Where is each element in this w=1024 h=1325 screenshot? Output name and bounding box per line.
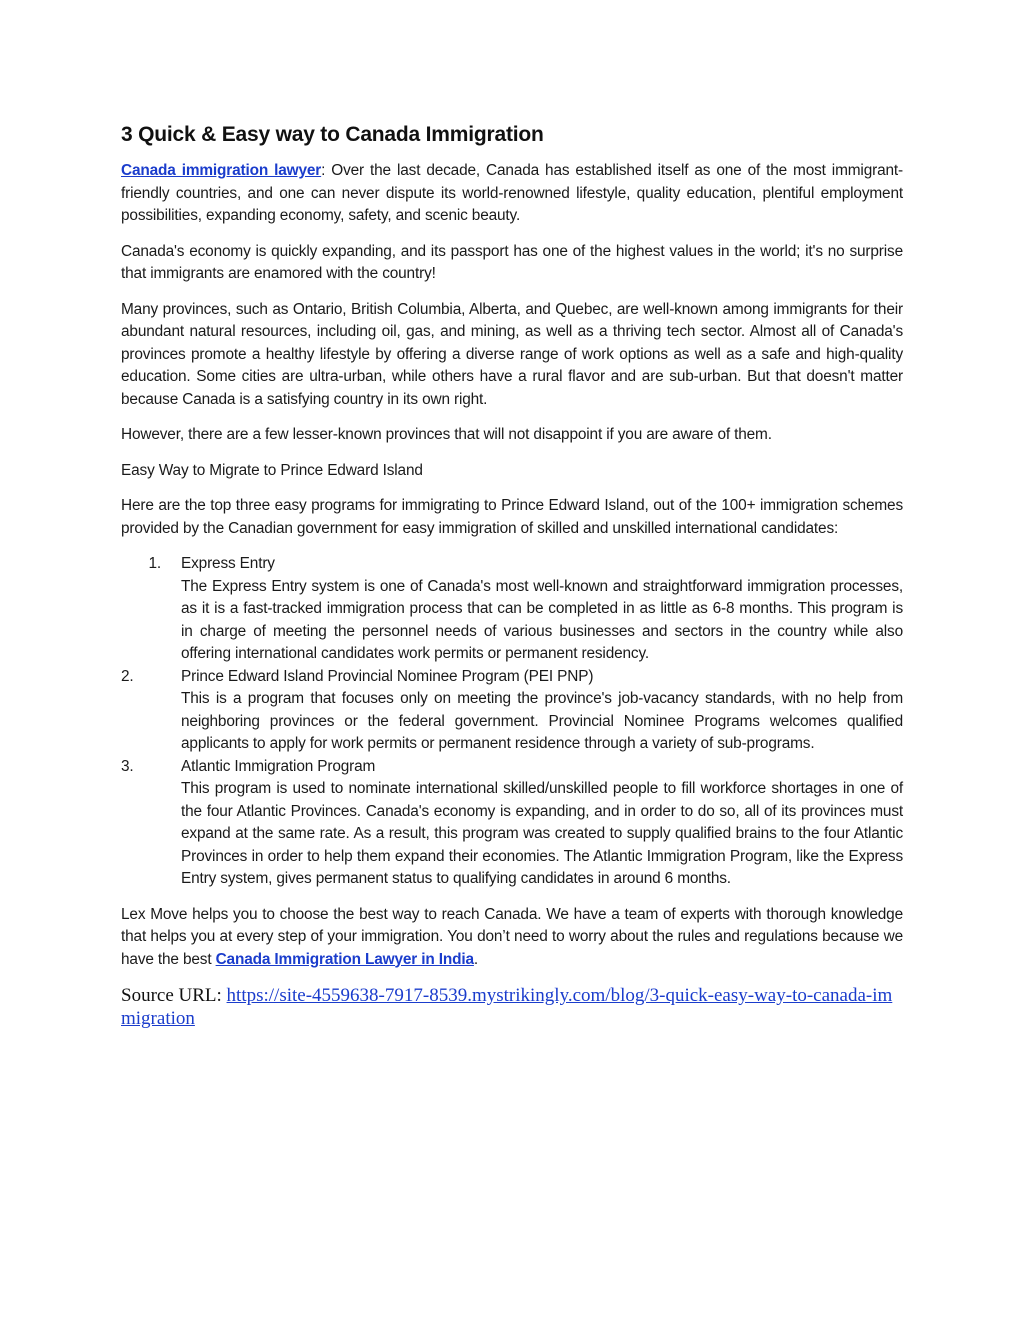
list-item-number: 2. xyxy=(121,667,134,685)
list-item-description: The Express Entry system is one of Canada's most well-known and straightforward immigration processes, as it is a fast-tracked immigration process that can be completed in as little as 6-8 months. This program is in charge of meeting the personnel needs of various businesses and sectors in the country while also offering international candidates work permits or permanent residency. xyxy=(181,577,903,662)
programs-list xyxy=(121,553,903,891)
list-item-name: Prince Edward Island Provincial Nominee Program (PEI PNP) xyxy=(181,667,594,685)
list-item xyxy=(121,553,903,666)
list-item-description: This is a program that focuses only on meeting the province's job-vacancy standards, with no help from neighboring provinces or the federal government. Provincial Nominee Programs welcomes qualified applicants to apply for work permits or permanent residence through a variety of sub-programs. xyxy=(181,690,903,752)
closing-text: Lex Move helps you to choose the best way to reach Canada. We have a team of experts with thorough knowledge that helps you at every step of your immigration. You don’t need to worry about the rules and regulations because we have the best xyxy=(121,905,903,968)
intro-paragraph xyxy=(121,160,903,228)
source-url-line xyxy=(121,984,903,1030)
source-label: Source URL: xyxy=(121,985,227,1006)
list-item xyxy=(121,666,903,756)
list-item xyxy=(121,756,903,891)
list-item-number: 1. xyxy=(148,555,161,572)
closing-period: . xyxy=(473,950,479,968)
source-url-link[interactable]: https://site-4559638-7917-8539.mystrikingly.com/blog/3-quick-easy-way-to-canada-immigration xyxy=(121,985,893,1029)
intro-text: : Over the last decade, Canada has established itself as one of the most immigrant-friendly countries, and one can never dispute its world-renowned lifestyle, quality education, plentiful employment possibilities, expanding economy, safety, and scenic beauty. xyxy=(121,162,903,224)
document-page xyxy=(121,122,903,1030)
programs-intro-paragraph: Here are the top three easy programs for immigrating to Prince Edward Island, out of the 100+ immigration schemes provided by the Canadian government for easy immigration of skilled and unskilled international candidates: xyxy=(121,497,903,537)
list-item-description: This program is used to nominate international skilled/unskilled people to fill workforce shortages in one of the four Atlantic Provinces. Canada's economy is expanding, and in order to do so, all of its provinces must expand at the same rate. As a result, this program was created to supply qualified brains to the four Atlantic Provinces in order to help them expand their economies. The Atlantic Immigration Program, like the Express Entry system, gives permanent status to qualifying candidates in around 6 months. xyxy=(181,780,903,887)
canada-immigration-lawyer-link[interactable]: Canada immigration lawyer xyxy=(121,162,322,179)
lesser-known-paragraph: However, there are a few lesser-known provinces that will not disappoint if you are aware of them. xyxy=(121,426,772,443)
closing-paragraph xyxy=(121,904,903,972)
page-title: 3 Quick & Easy way to Canada Immigration xyxy=(121,123,544,146)
list-item-number: 3. xyxy=(121,757,134,775)
canada-immigration-lawyer-india-link[interactable]: Canada Immigration Lawyer in India xyxy=(215,950,474,968)
pei-heading: Easy Way to Migrate to Prince Edward Island xyxy=(121,461,423,479)
list-item-name: Express Entry xyxy=(181,555,275,572)
economy-paragraph: Canada's economy is quickly expanding, and its passport has one of the highest values in the world; it's no surprise that immigrants are enamored with the country! xyxy=(121,242,903,282)
provinces-paragraph: Many provinces, such as Ontario, British Columbia, Alberta, and Quebec, are well-known among immigrants for their abundant natural resources, including oil, gas, and mining, as well as a thriving tech sector. Almost all of Canada's provinces promote a healthy lifestyle by offering a diverse range of work options as well as a safe and high-quality education. Some cities are ultra-urban, while others have a rural flavor and are sub-urban. But that doesn't matter because Canada is a satisfying country in its own right. xyxy=(121,300,903,408)
list-item-name: Atlantic Immigration Program xyxy=(181,757,376,775)
